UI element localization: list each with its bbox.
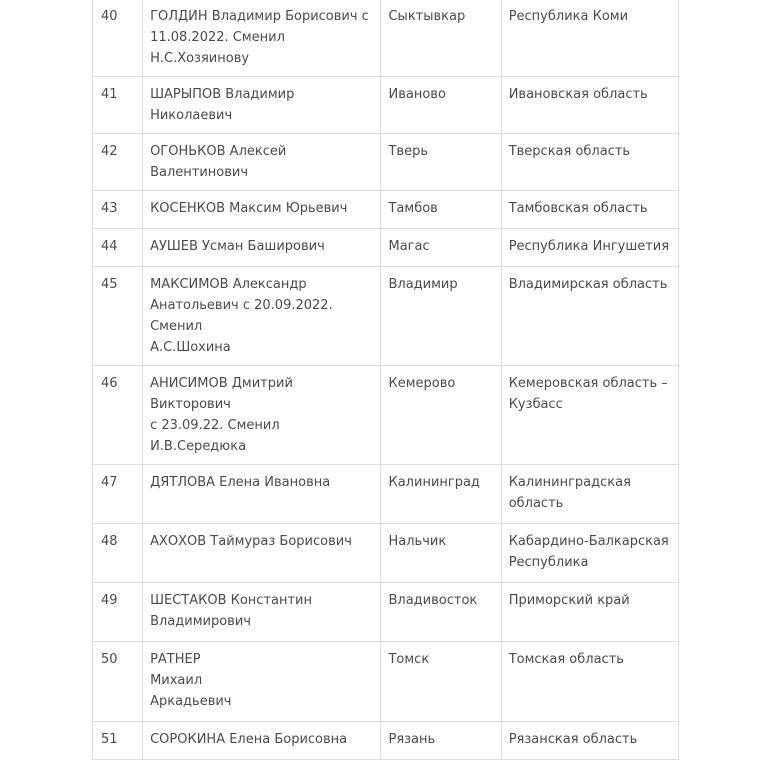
table-row	[93, 77, 679, 134]
table-row	[93, 465, 679, 524]
governor-name-line: Владимирович	[150, 614, 251, 629]
row-number: 49	[93, 583, 143, 642]
governor-name-line: с 23.09.22. Сменил И.В.Середюка	[150, 418, 280, 454]
capital-city: Рязань	[381, 722, 501, 760]
governor-name	[143, 583, 381, 642]
row-number: 41	[93, 77, 143, 134]
governor-name	[143, 0, 381, 77]
governor-name	[143, 465, 381, 524]
region-name	[501, 465, 678, 524]
capital-city: Нальчик	[381, 524, 501, 583]
row-number: 40	[93, 0, 143, 77]
table-row	[93, 0, 679, 77]
governor-name	[143, 366, 381, 465]
governor-name-line: Аркадьевич	[150, 694, 232, 709]
governor-name-line: 11.08.2022. Сменил Н.С.Хозяинову	[150, 30, 285, 66]
capital-city: Тамбов	[381, 191, 501, 229]
table-row	[93, 642, 679, 722]
region-name-line: Владимирская область	[508, 277, 668, 292]
governor-name-line: АНИСИМОВ Дмитрий Викторович	[150, 376, 293, 412]
region-name	[501, 267, 678, 366]
governor-name-line: ШАРЫПОВ Владимир Николаевич	[150, 87, 295, 123]
table-row	[93, 267, 679, 366]
governors-table-container	[92, 0, 679, 760]
governor-name-line: А.С.Шохина	[150, 340, 231, 355]
region-name-line: Томская область	[508, 652, 624, 667]
capital-city: Кемерово	[381, 366, 501, 465]
governor-name	[143, 524, 381, 583]
governor-name-line: ОГОНЬКОВ Алексей Валентинович	[150, 144, 287, 180]
region-name-line: Тверская область	[508, 144, 631, 159]
region-name	[501, 524, 678, 583]
governor-name	[143, 191, 381, 229]
governor-name-line: АХОХОВ Таймураз Борисович	[150, 534, 352, 549]
region-name-line: Ивановская область	[508, 87, 648, 102]
table-body	[93, 0, 679, 760]
governor-name	[143, 722, 381, 760]
region-name-line: Республика	[508, 555, 589, 570]
row-number: 45	[93, 267, 143, 366]
row-number: 47	[93, 465, 143, 524]
row-number: 48	[93, 524, 143, 583]
governor-name	[143, 134, 381, 191]
region-name-line: область	[508, 496, 564, 511]
governor-name-line: АУШЕВ Усман Баширович	[150, 239, 325, 254]
governor-name	[143, 77, 381, 134]
table-row	[93, 583, 679, 642]
region-name-line: Кабардино-Балкарская	[508, 534, 669, 549]
capital-city: Калининград	[381, 465, 501, 524]
governor-name-line: СОРОКИНА Елена Борисовна	[150, 732, 348, 747]
region-name-line: Кузбасс	[508, 397, 563, 412]
region-name	[501, 77, 678, 134]
row-number: 50	[93, 642, 143, 722]
region-name-line: Тамбовская область	[508, 201, 648, 216]
row-number: 43	[93, 191, 143, 229]
capital-city: Тверь	[381, 134, 501, 191]
capital-city: Владивосток	[381, 583, 501, 642]
capital-city: Иваново	[381, 77, 501, 134]
region-name-line: Приморский край	[508, 593, 630, 608]
row-number: 44	[93, 229, 143, 267]
table-row	[93, 134, 679, 191]
table-row	[93, 366, 679, 465]
region-name-line: Рязанская область	[508, 732, 638, 747]
governors-table	[92, 0, 679, 760]
region-name	[501, 191, 678, 229]
governor-name-line: ГОЛДИН Владимир Борисович с	[150, 9, 369, 24]
region-name-line: Республика Ингушетия	[508, 239, 670, 254]
row-number: 42	[93, 134, 143, 191]
row-number: 51	[93, 722, 143, 760]
region-name	[501, 642, 678, 722]
governor-name-line: ДЯТЛОВА Елена Ивановна	[150, 475, 331, 490]
row-number: 46	[93, 366, 143, 465]
table-row	[93, 229, 679, 267]
region-name	[501, 229, 678, 267]
governor-name-line: Анатольевич с 20.09.2022. Сменил	[150, 298, 333, 334]
region-name-line: Республика Коми	[508, 9, 629, 24]
region-name	[501, 0, 678, 77]
region-name	[501, 366, 678, 465]
table-row	[93, 722, 679, 760]
region-name	[501, 583, 678, 642]
governor-name-line: КОСЕНКОВ Максим Юрьевич	[150, 201, 348, 216]
table-row	[93, 191, 679, 229]
governor-name-line: РАТНЕР	[150, 652, 201, 667]
governor-name-line: МАКСИМОВ Александр	[150, 277, 307, 292]
governor-name-line: ШЕСТАКОВ Константин	[150, 593, 313, 608]
capital-city: Магас	[381, 229, 501, 267]
capital-city: Томск	[381, 642, 501, 722]
region-name-line: Кемеровская область –	[508, 376, 668, 391]
capital-city: Владимир	[381, 267, 501, 366]
governor-name	[143, 267, 381, 366]
table-row	[93, 524, 679, 583]
region-name	[501, 134, 678, 191]
region-name-line: Калининградская	[508, 475, 631, 490]
capital-city: Сыктывкар	[381, 0, 501, 77]
region-name	[501, 722, 678, 760]
governor-name-line: Михаил	[150, 673, 203, 688]
governor-name	[143, 642, 381, 722]
governor-name	[143, 229, 381, 267]
